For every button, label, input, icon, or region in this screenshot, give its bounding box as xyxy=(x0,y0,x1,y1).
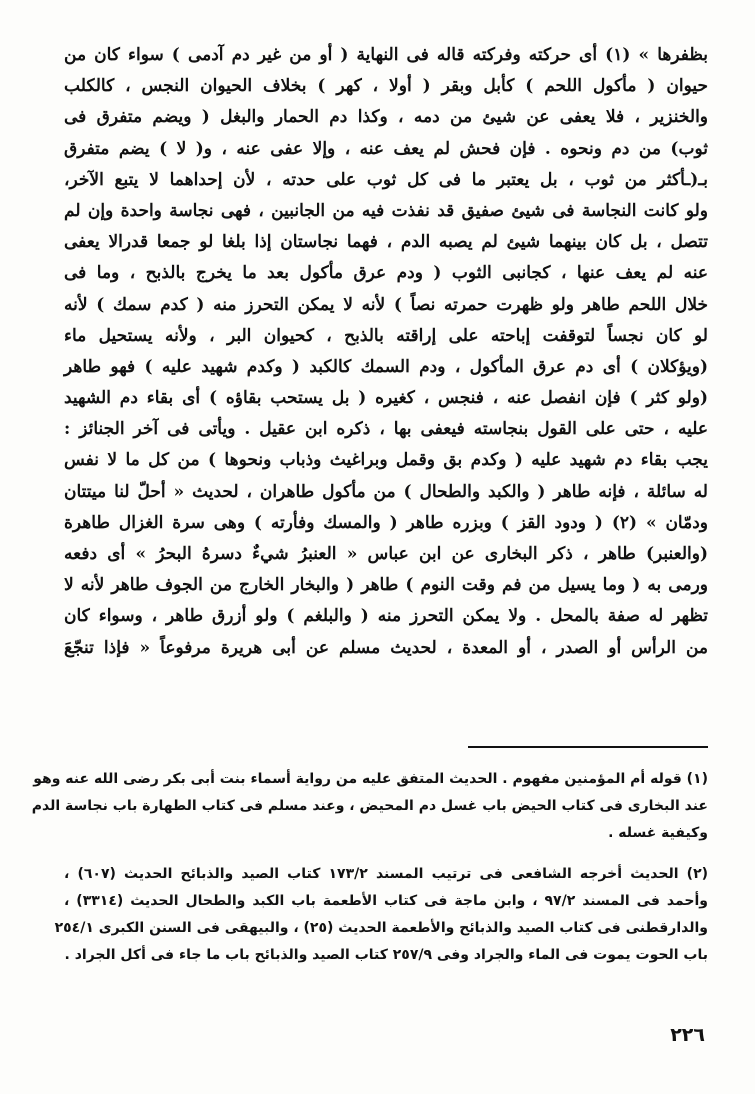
text-line: عليه ، حتى على القول بنجاسته فيعفى بها ، ذكره ابن عقيل . ويأتى فى آخر الجنائز : xyxy=(64,419,708,440)
text-line: (ويؤكلان ) أى دم عرق المأكول ، ودم السمك كالكبد ( وكدم شهيد عليه ) فهو طاهر xyxy=(64,356,708,377)
text-line: ثوب) من دم ونحوه . فإن فحش لم يعف عنه ، وإلا عفى عنه ، و( لا ) يضم متفرق xyxy=(64,138,708,159)
text-line: ودمّان » (٢) ( ودود القز ) وبزره طاهر ( والمسك وفأرته ) وهى سرة الغزال طاهرة xyxy=(64,512,708,533)
text-line: من الرأس أو الصدر ، أو المعدة ، لحديث مسلم عن أبى هريرة مرفوعاً « فإذا تنجّعَ xyxy=(64,637,708,658)
page-number: ٢٢٦ xyxy=(670,1024,705,1046)
text-line: ولو كانت النجاسة فى شيئ صفيق قد نفذت فيه من الجانبين ، فهى نجاسة واحدة وإن لم xyxy=(64,200,708,221)
footnote-line: عند البخارى فى كتاب الحيض باب غسل دم المحيض ، وعند مسلم فى كتاب الطهارة باب نجاسة الدم xyxy=(31,798,708,814)
text-line: ورمى به ( وما يسيل من فم وقت النوم ) طاهر ( والبخار الخارج من الجوف طاهر لأنه لا xyxy=(64,575,708,596)
text-line: بـ(ـأكثر من ثوب ، بل يعتبر ما فى كل ثوب على حدته ، لأن إحداهما لا يتبع الآخر، xyxy=(64,169,708,190)
footnote-2 xyxy=(54,861,709,969)
footnote-line: وأحمد فى المسند ٩٧/٢ ، وابن ماجة فى كتاب الأطعمة باب الكبد والطحال الحديث (٣٣١٤) ، xyxy=(64,893,708,909)
footnote-line: (١) قوله أم المؤمنين مفهوم . الحديث المتفق عليه من رواية أسماء بنت أبى بكر رضى الله عنه وهو xyxy=(33,771,708,787)
text-line: تظهر له صفة بالمحل . ولا يمكن التحرز منه ( والبلغم ) ولو أزرق طاهر ، وسواء كان xyxy=(64,606,708,627)
footnote-line: باب الحوت يموت فى الماء والجراد وفى ٢٥٧/٩ كتاب الصيد والذبائح باب ما جاء فى أكل الجراد . xyxy=(64,947,708,963)
text-line: خلال اللحم طاهر ولو ظهرت حمرته نصاً ) لأنه لا يمكن التحرز منه ( كدم سمك ) لأنه xyxy=(64,294,708,315)
text-line: بظفرها » (١) أى حركته وفركته قاله فى النهاية ( أو من غير دم آدمى ) سواء كان من xyxy=(64,45,709,65)
main-body-text xyxy=(64,40,708,664)
text-line: (ولو كثر ) فإن انفصل عنه ، فنجس ، كغيره ( بل يستحب بقاؤه ) أى بقاء دم الشهيد xyxy=(64,388,708,409)
text-line: حيوان ( مأكول اللحم ) كأبل وبقر ( أولا ، كهر ) بخلاف الحيوان النجس ، كالكلب xyxy=(64,76,708,97)
text-line: والخنزير ، فلا يعفى عن شيئ من دمه ، وكذا دم الحمار والبغل ( ويضم متفرق فى xyxy=(64,107,708,128)
text-line: لو كان نجساً لتوقفت إباحته على إراقته بالذبح ، كحيوان البر ، ولأنه يستحيل ماء xyxy=(64,325,708,346)
footnote-line: والدارقطنى فى كتاب الصيد والذبائح والأطعمة الحديث (٢٥) ، والبيهقى فى السنن الكبرى ٢٥٤/١ xyxy=(54,920,708,936)
text-line: (والعنبر) طاهر ، ذكر البخارى عن ابن عباس « العنبرُ شيءٌ دسرهُ البحرُ » أى دفعه xyxy=(64,544,708,564)
footnote-divider xyxy=(468,746,708,748)
footnote-1 xyxy=(31,766,708,847)
footnote-line: وكيفية غسله . xyxy=(608,825,708,841)
text-line: تتصل ، بل كان بينهما شيئ لم يصبه الدم ، فهما نجاستان إذا بلغا لو جمعا قدرالا يعفى xyxy=(64,232,708,253)
text-line: يجب بقاء دم شهيد عليه ( وكدم بق وقمل وبراغيث وذباب ونحوها ) من كل ما لا نفس xyxy=(64,450,708,471)
footnote-line: (٢) الحديث أخرجه الشافعى فى ترتيب المسند ١٧٣/٢ كتاب الصيد والذبائح الحديث (٦٠٧) ، xyxy=(64,866,709,882)
footnotes xyxy=(31,766,709,969)
text-line: عنه لم يعف عنها ، كجانبى الثوب ( ودم عرق مأكول بعد ما يخرج بالذبح ، وما فى xyxy=(64,263,708,284)
text-line: له سائلة ، فإنه طاهر ( والكبد والطحال ) من مأكول طاهران ، لحديث « أحلّ لنا ميتتان xyxy=(64,481,708,502)
